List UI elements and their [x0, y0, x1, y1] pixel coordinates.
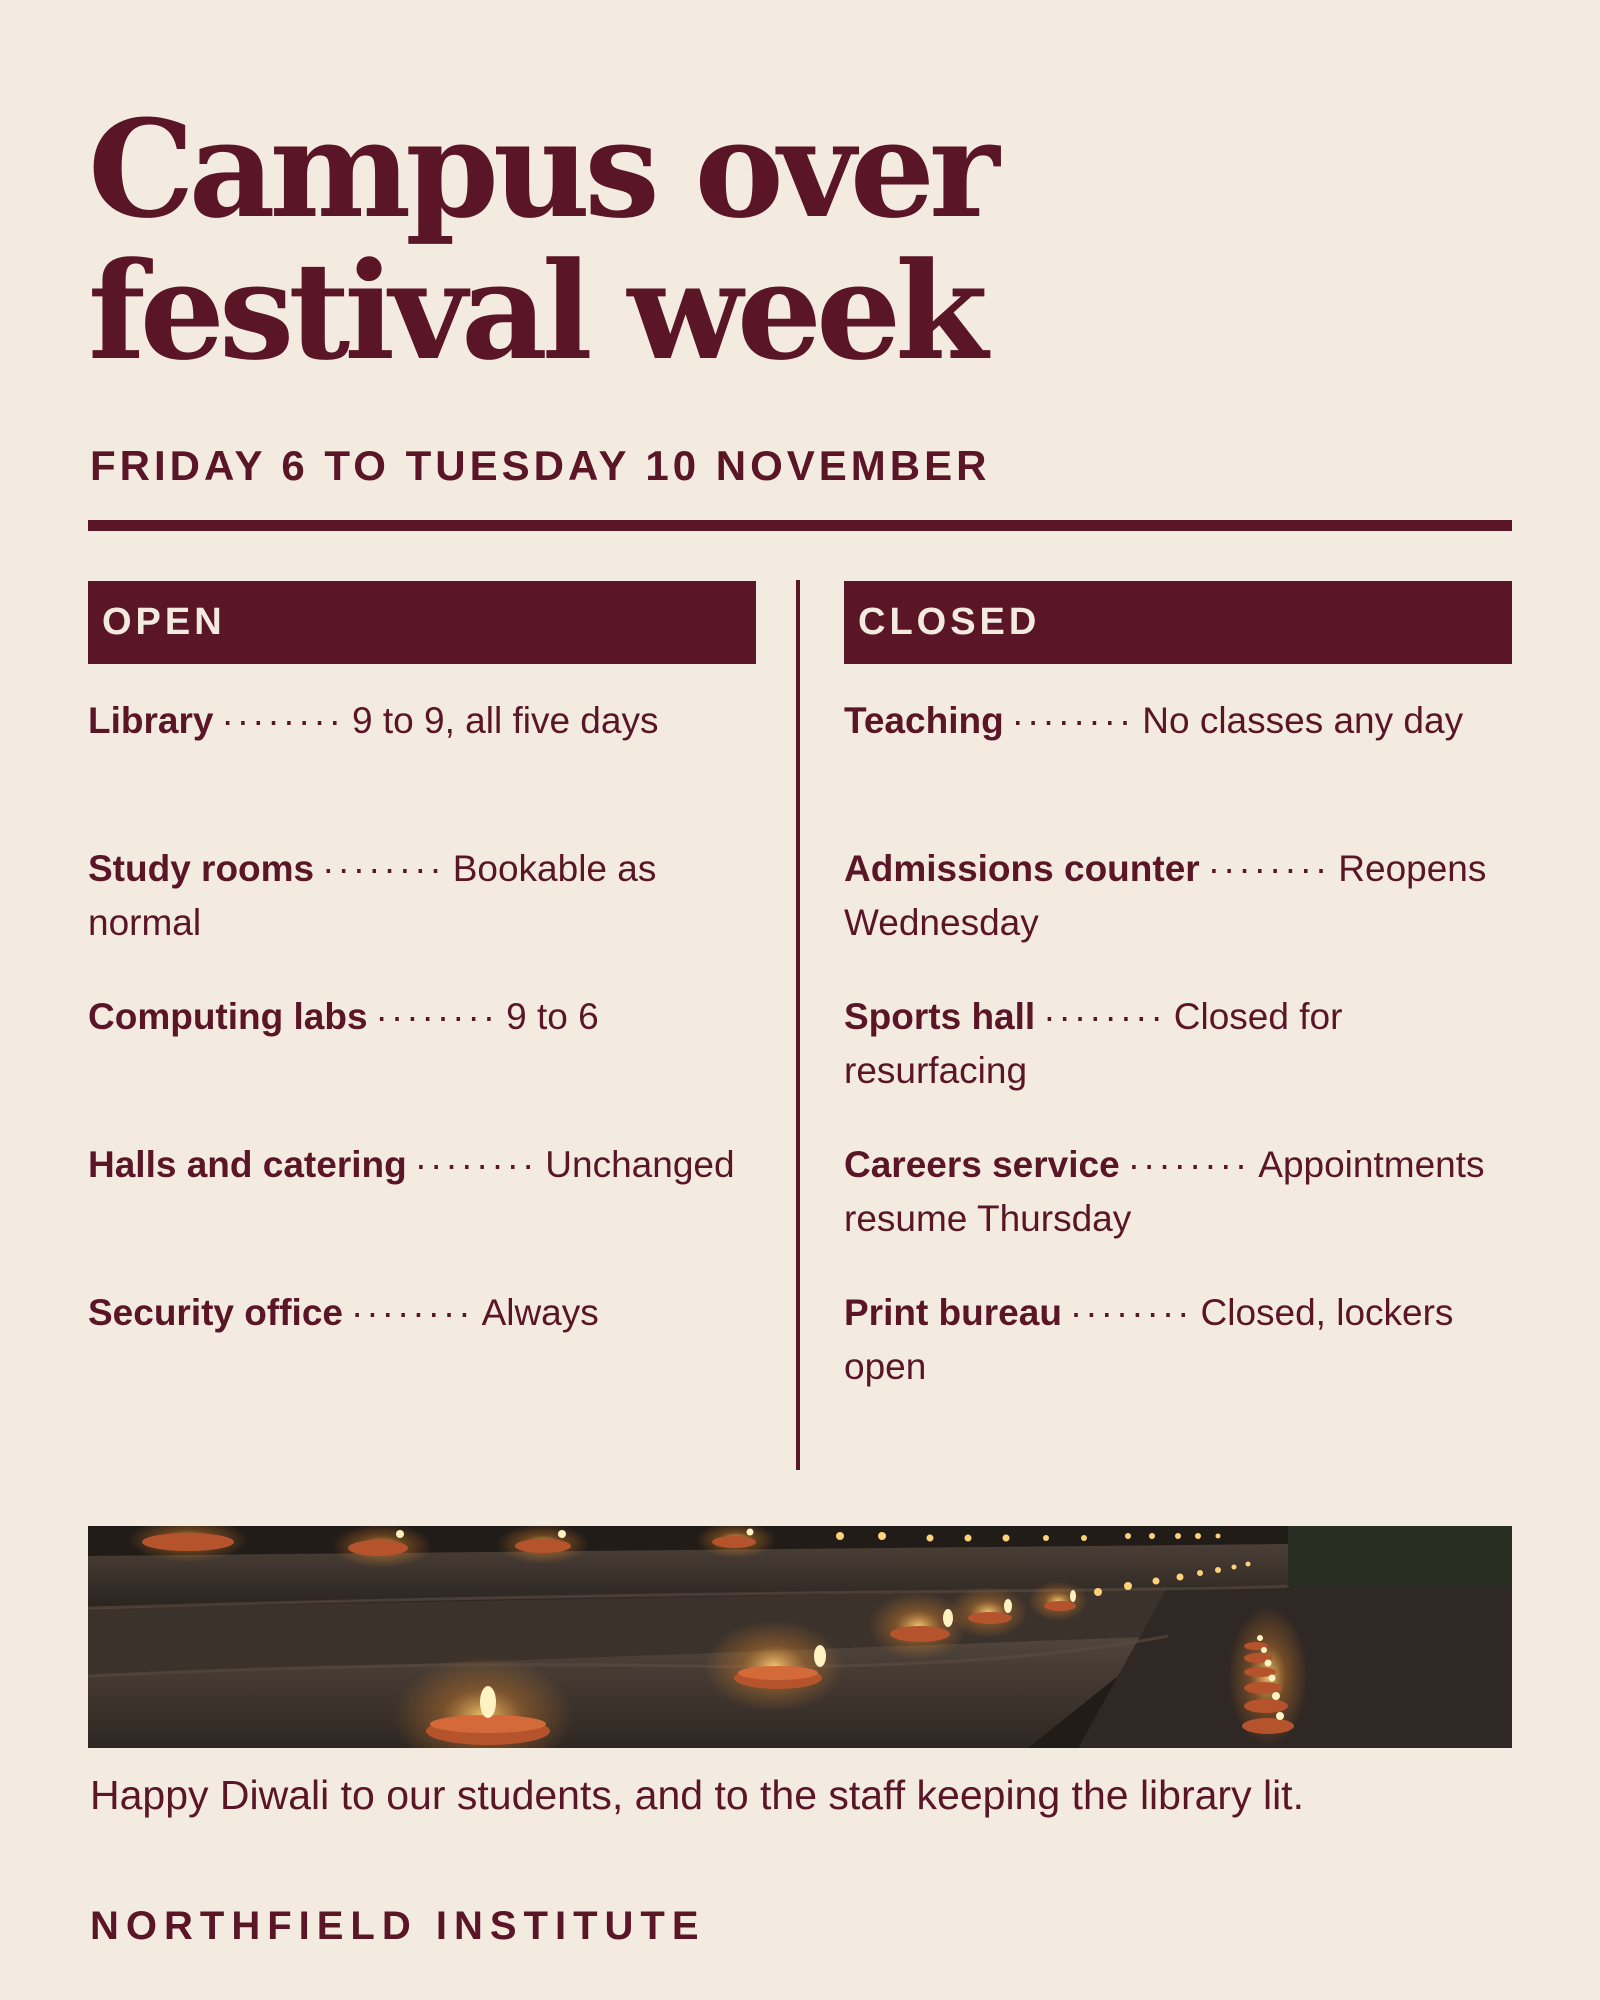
- closed-item-status: No classes any day: [1142, 700, 1464, 741]
- open-list: [88, 694, 756, 1434]
- organization-name: NORTHFIELD INSTITUTE: [90, 1904, 706, 1948]
- closed-item-name: Print bureau: [844, 1292, 1062, 1333]
- open-item: [88, 842, 756, 990]
- closed-item-status: Closed, lockers open: [844, 1292, 1454, 1387]
- open-item-status: Bookable as normal: [88, 848, 657, 943]
- open-item: [88, 1286, 756, 1434]
- page-title-line-1: Campus over: [88, 90, 994, 248]
- open-item: [88, 1138, 756, 1286]
- open-item: [88, 990, 756, 1138]
- open-item-status: Unchanged: [545, 1144, 735, 1185]
- open-item-status: Always: [481, 1292, 599, 1333]
- closed-item: [844, 1138, 1512, 1286]
- closed-item: [844, 694, 1512, 842]
- dot-leader: ········: [1207, 848, 1331, 889]
- diya-lamps-illustration: [88, 1526, 1512, 1748]
- diya-lamps-photo: [88, 1526, 1512, 1748]
- closing-message: Happy Diwali to our students, and to the staff keeping the library lit.: [90, 1772, 1304, 1818]
- open-column: [88, 581, 756, 1434]
- closed-item-name: Careers service: [844, 1144, 1120, 1185]
- open-item: [88, 694, 756, 842]
- open-heading: OPEN: [88, 581, 756, 664]
- open-item-status: 9 to 6: [506, 996, 599, 1037]
- closed-item-status: Closed for resurfacing: [844, 996, 1343, 1091]
- open-item-status: 9 to 9, all five days: [352, 700, 659, 741]
- page-title: [88, 90, 994, 390]
- dot-leader: ········: [414, 1144, 538, 1185]
- closed-item-name: Sports hall: [844, 996, 1036, 1037]
- dot-leader: ········: [350, 1292, 474, 1333]
- dot-leader: ········: [322, 848, 445, 889]
- date-range: FRIDAY 6 TO TUESDAY 10 NOVEMBER: [90, 442, 991, 489]
- closed-list: [844, 694, 1512, 1434]
- closed-item: [844, 842, 1512, 990]
- header-divider: [88, 520, 1512, 531]
- dot-leader: ········: [1043, 996, 1166, 1037]
- column-divider: [796, 580, 800, 1470]
- dot-leader: ········: [375, 996, 499, 1037]
- closed-item-status: Reopens Wednesday: [844, 848, 1487, 943]
- open-item-name: Security office: [88, 1292, 343, 1333]
- open-item-name: Study rooms: [88, 848, 315, 889]
- closed-item-name: Teaching: [844, 700, 1004, 741]
- open-item-name: Computing labs: [88, 996, 368, 1037]
- open-item-name: Library: [88, 700, 214, 741]
- closed-item: [844, 990, 1512, 1138]
- dot-leader: ········: [1011, 700, 1135, 741]
- closed-item-name: Admissions counter: [844, 848, 1200, 889]
- dot-leader: ········: [221, 700, 345, 741]
- open-item-name: Halls and catering: [88, 1144, 407, 1185]
- closed-column: [844, 581, 1512, 1434]
- closed-item-status: Appointments resume Thursday: [844, 1144, 1485, 1239]
- page-title-line-2: festival week: [88, 232, 983, 390]
- closed-item: [844, 1286, 1512, 1434]
- dot-leader: ········: [1069, 1292, 1193, 1333]
- closed-heading: CLOSED: [844, 581, 1512, 664]
- dot-leader: ········: [1127, 1144, 1251, 1185]
